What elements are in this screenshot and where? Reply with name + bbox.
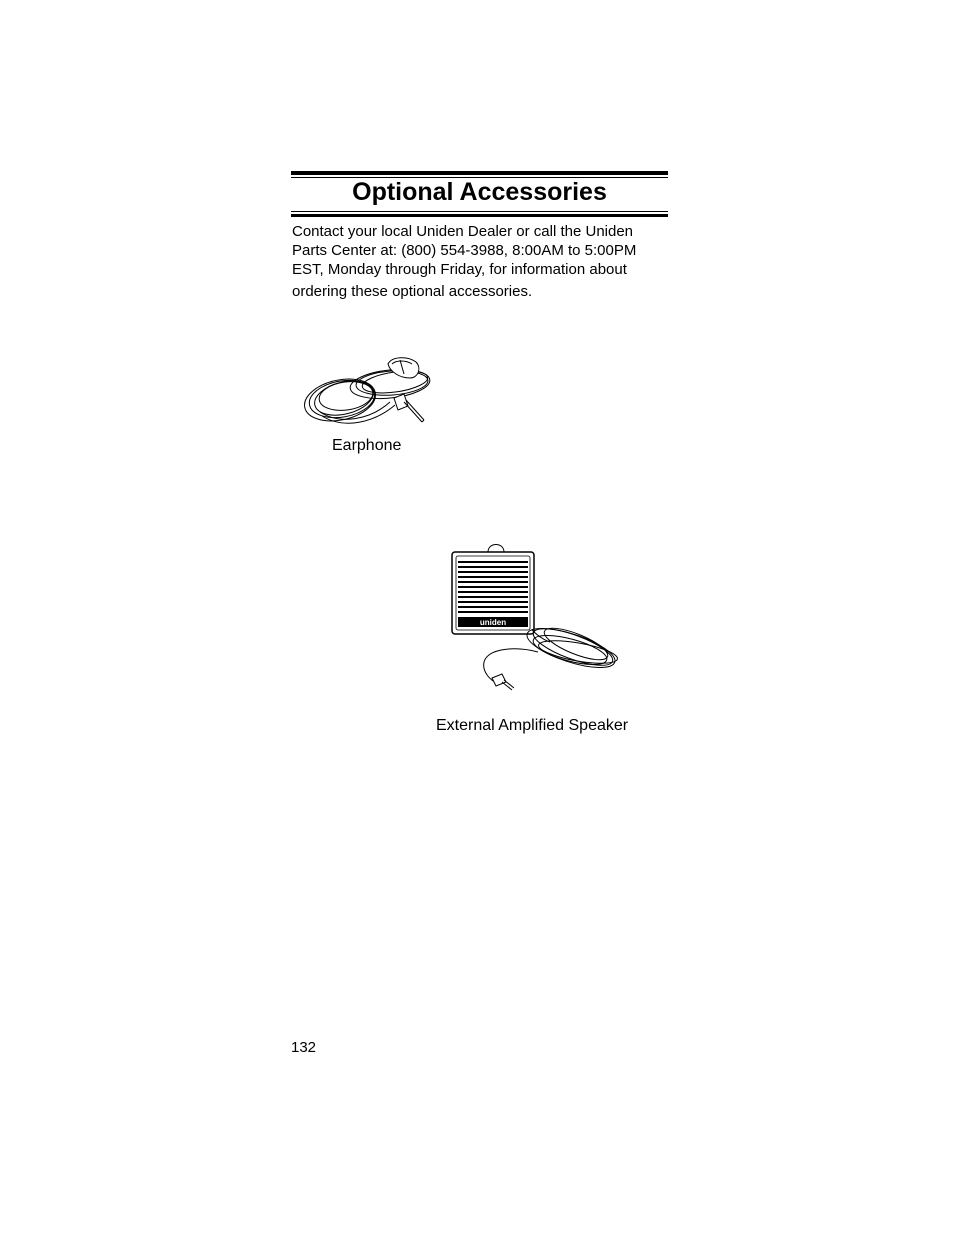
page-number: 132	[291, 1039, 317, 1056]
speaker-brand-label: uniden	[479, 618, 507, 627]
heading-rule-bottom-thin	[291, 211, 668, 212]
intro-line: EST, Monday through Friday, for information about	[292, 261, 627, 278]
intro-paragraph	[292, 222, 672, 301]
heading-rule-bottom	[291, 214, 668, 217]
speaker-icon	[446, 540, 626, 696]
intro-line: Parts Center at: (800) 554-3988, 8:00AM to 5:00PM	[292, 242, 637, 259]
intro-line: ordering these optional accessories.	[292, 283, 533, 300]
page-title: Optional Accessories	[352, 178, 607, 206]
earphone-icon	[300, 350, 440, 430]
speaker-caption: External Amplified Speaker	[436, 717, 629, 734]
heading-rule-top	[291, 171, 668, 175]
earphone-caption: Earphone	[332, 437, 402, 454]
intro-line: Contact your local Uniden Dealer or call the Uniden	[292, 223, 634, 240]
